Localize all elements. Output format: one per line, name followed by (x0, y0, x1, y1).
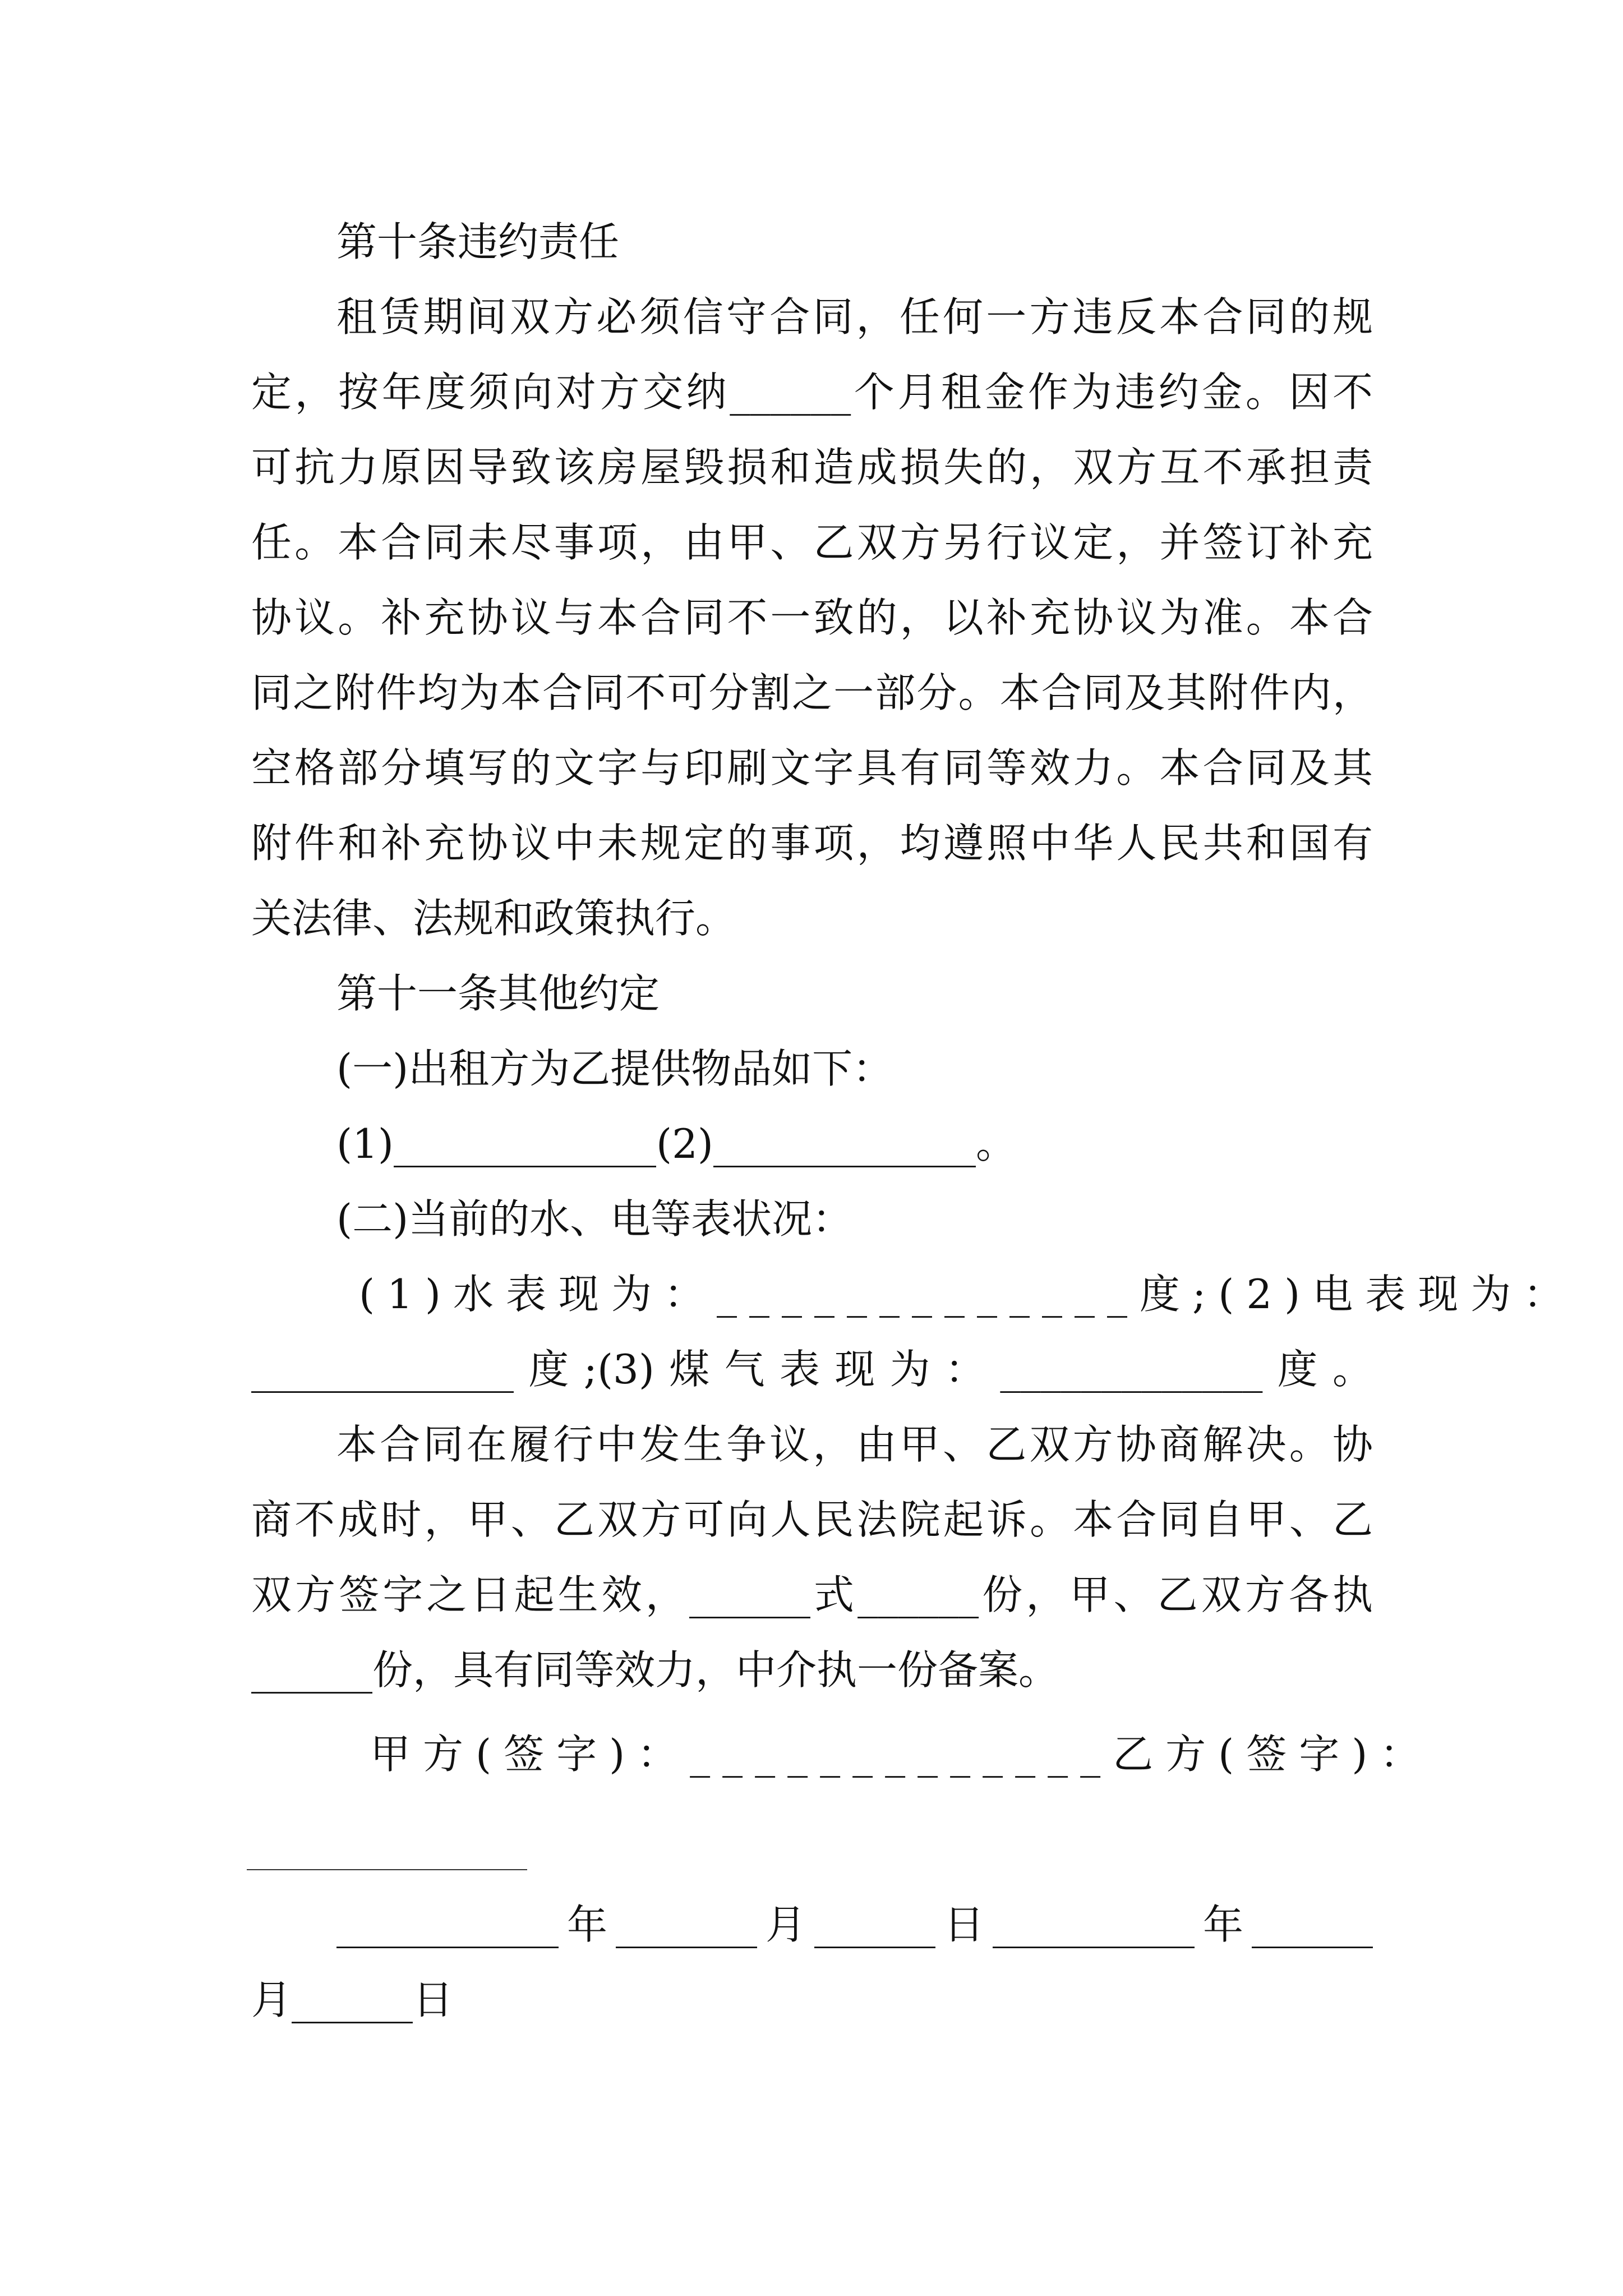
meter-readings-line: (1)水表现为：_____________度;(2)电表现为： (359, 1271, 1576, 1318)
signature-rule (247, 1869, 527, 1870)
paragraph-line: 空格部分填写的文字与印刷文字具有同等效力。本合同及其 (251, 744, 1373, 792)
article-10-heading: 第十条违约责任 (336, 218, 620, 265)
item-2-heading: (二)当前的水、电等表状况： (336, 1195, 853, 1243)
paragraph-line: 协议。补充协议与本合同不一致的，以补充协议为准。本合 (251, 594, 1373, 641)
paragraph-line: 关法律、法规和政策执行。 (251, 895, 736, 942)
paragraph-line: 同之附件均为本合同不可分割之一部分。本合同及其附件内， (251, 669, 1373, 716)
paragraph-line: 双方签字之日起生效，______式______份，甲、乙双方各执 (251, 1571, 1373, 1618)
date-line: ___________年_______月______日__________年______ (336, 1901, 1373, 1948)
item-1-blanks: (1)_____________(2)_____________。 (336, 1120, 1016, 1167)
paragraph-line: 商不成时，甲、乙双方可向人民法院起诉。本合同自甲、乙 (251, 1496, 1373, 1543)
article-11-heading: 第十一条其他约定 (336, 970, 660, 1017)
paragraph-line: 租赁期间双方必须信守合同，任何一方违反本合同的规 (336, 293, 1373, 341)
paragraph-line: 定，按年度须向对方交纳______个月租金作为违约金。因不 (251, 369, 1373, 416)
paragraph-line: 任。本合同未尽事项，由甲、乙双方另行议定，并签订补充 (251, 519, 1373, 566)
signature-line: 甲方(签字)：_____________乙方(签字)： (370, 1731, 1433, 1778)
paragraph-line: ______份，具有同等效力，中介执一份备案。 (251, 1646, 1059, 1694)
paragraph-line: 本合同在履行中发生争议，由甲、乙双方协商解决。协 (336, 1421, 1373, 1468)
date-line: 月______日 (251, 1976, 454, 2023)
paragraph-line: 附件和补充协议中未规定的事项，均遵照中华人民共和国有 (251, 820, 1373, 867)
item-1-heading: (一)出租方为乙提供物品如下： (336, 1045, 893, 1092)
paragraph-line: 可抗力原因导致该房屋毁损和造成损失的，双方互不承担责 (251, 444, 1373, 491)
meter-readings-line: _____________度;(3)煤气表现为：_____________度。 (251, 1346, 1373, 1393)
